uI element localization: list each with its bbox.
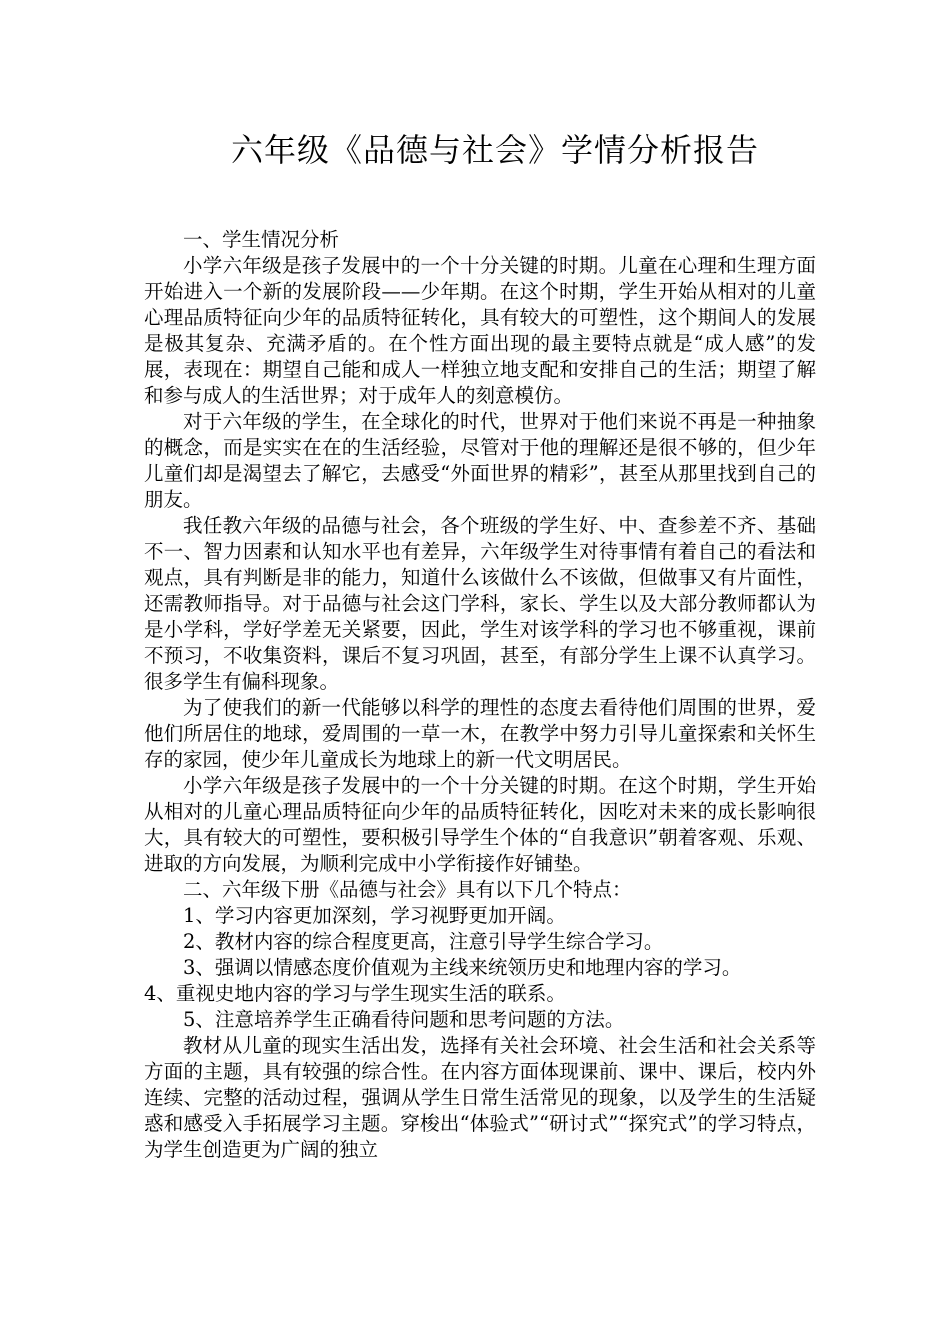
- paragraph: 我任教六年级的品德与社会，各个班级的学生好、中、查参差不齐、基础不一、智力因素和认知水平也有差异，六年级学生对待事情有着自己的看法和观点，具有判断是非的能力，知道什么该做什么不该做，但做事又有片面性，还需教师指导。对于品德与社会这门学科，家长、学生以及大部分教师都认为是小学科，学好学差无关紧要，因此，学生对该学科的学习也不够重视，课前不预习，不收集资料，课后不复习巩固，甚至，有部分学生上课不认真学习。很多学生有偏科现象。: [144, 514, 816, 693]
- section-heading-2: 二、六年级下册《品德与社会》具有以下几个特点：: [183, 878, 632, 901]
- list-item: 1、学习内容更加深刻，学习视野更加开阔。: [183, 904, 566, 927]
- section-heading-1: 一、学生情况分析: [183, 228, 340, 251]
- paragraph: 为了使我们的新一代能够以科学的理性的态度去看待他们周围的世界，爱他们所居住的地球，爱周围的一草一木，在教学中努力引导儿童探索和关怀生存的家园，使少年儿童成长为地球上的新一代文明居民。: [144, 696, 816, 771]
- paragraph: 教材从儿童的现实生活出发，选择有关社会环境、社会生活和社会关系等方面的主题，具有较强的综合性。在内容方面体现课前、课中、课后，校内外连续、完整的活动过程，强调从学生日常生活常见的现象，以及学生的生活疑惑和感受入手拓展学习主题。穿梭出“体验式”“研讨式”“探究式”的学习特点，为学生创造更为广阔的独立: [144, 1034, 816, 1161]
- paragraph: 对于六年级的学生，在全球化的时代，世界对于他们来说不再是一种抽象的概念，而是实实在在的生活经验，尽管对于他的理解还是很不够的，但少年儿童们却是渴望去了解它，去感受“外面世界的精彩”，甚至从那里找到自己的朋友。: [144, 410, 816, 511]
- paragraph: 小学六年级是孩子发展中的一个十分关键的时期。儿童在心理和生理方面开始进入一个新的发展阶段——少年期。在这个时期，学生开始从相对的儿童心理品质特征向少年的品质特征转化，具有较大的可塑性，这个期间人的发展是极其复杂、充满矛盾的。在个性方面出现的最主要特点就是“成人感”的发展，表现在：期望自己能和成人一样独立地支配和安排自己的生活；期望了解和参与成人的生活世界；对于成年人的刻意模仿。: [144, 254, 816, 407]
- list-item: 4、重视史地内容的学习与学生现实生活的联系。: [144, 982, 566, 1005]
- list-item: 5、注意培养学生正确看待问题和思考问题的方法。: [183, 1008, 625, 1031]
- document-title: 六年级《品德与社会》学情分析报告: [230, 131, 759, 169]
- paragraph: 小学六年级是孩子发展中的一个十分关键的时期。在这个时期，学生开始从相对的儿童心理品质特征向少年的品质特征转化，因吃对未来的成长影响很大，具有较大的可塑性，要积极引导学生个体的“自我意识”朝着客观、乐观、进取的方向发展，为顺利完成中小学衔接作好铺垫。: [144, 774, 816, 875]
- list-item: 2、教材内容的综合程度更高，注意引导学生综合学习。: [183, 930, 664, 953]
- document-body: [144, 227, 816, 1163]
- list-item: 3、强调以情感态度价值观为主线来统领历史和地理内容的学习。: [183, 956, 742, 979]
